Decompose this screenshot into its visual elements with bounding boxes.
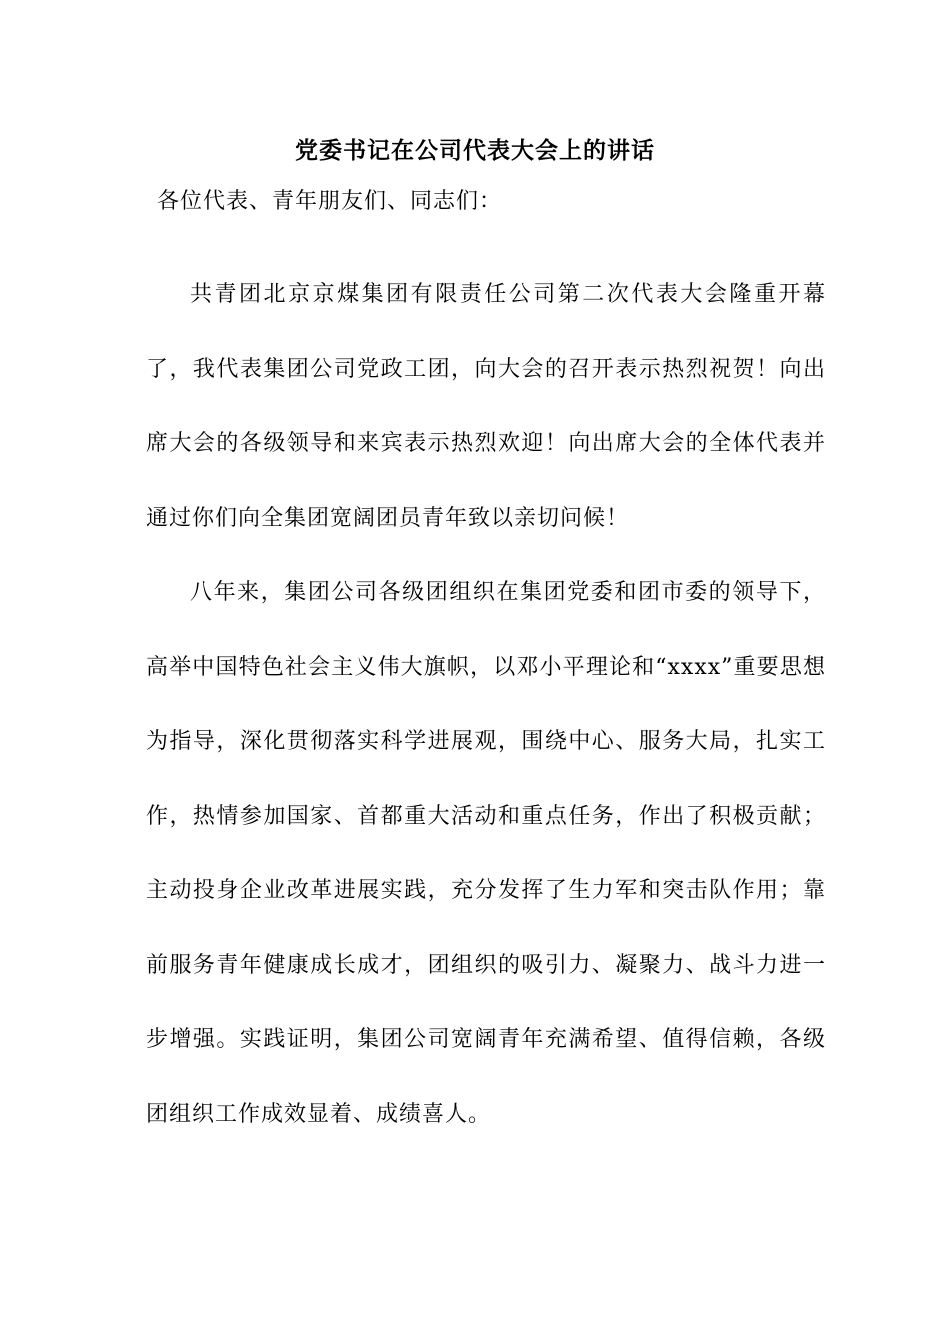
document-body — [146, 258, 826, 1152]
paragraph-opening: 共青团北京京煤集团有限责任公司第二次代表大会隆重开幕了，我代表集团公司党政工团，向大会的召开表示热烈祝贺！向出席大会的各级领导和来宾表示热烈欢迎！向出席大会的全体代表并通过你们向全集团宽阔团员青年致以亲切问候！ — [146, 282, 826, 531]
paragraph-review: 八年来，集团公司各级团组织在集团党委和团市委的领导下，高举中国特色社会主义伟大旗帜，以邓小平理论和“xxxx”重要思想为指导，深化贯彻落实科学进展观，围绕中心、服务大局，扎实工作，热情参加国家、首都重大活动和重点任务，作出了积极贡献；主动投身企业改革进展实践，充分发挥了生力军和突击队作用；靠前服务青年健康成长成才，团组织的吸引力、凝聚力、战斗力进一步增强。实践证明，集团公司宽阔青年充满希望、值得信赖，各级团组织工作成效显着、成绩喜人。 — [146, 580, 826, 1127]
page-title: 党委书记在公司代表大会上的讲话 — [295, 137, 655, 164]
salutation: 各位代表、青年朋友们、同志们： — [157, 189, 503, 214]
